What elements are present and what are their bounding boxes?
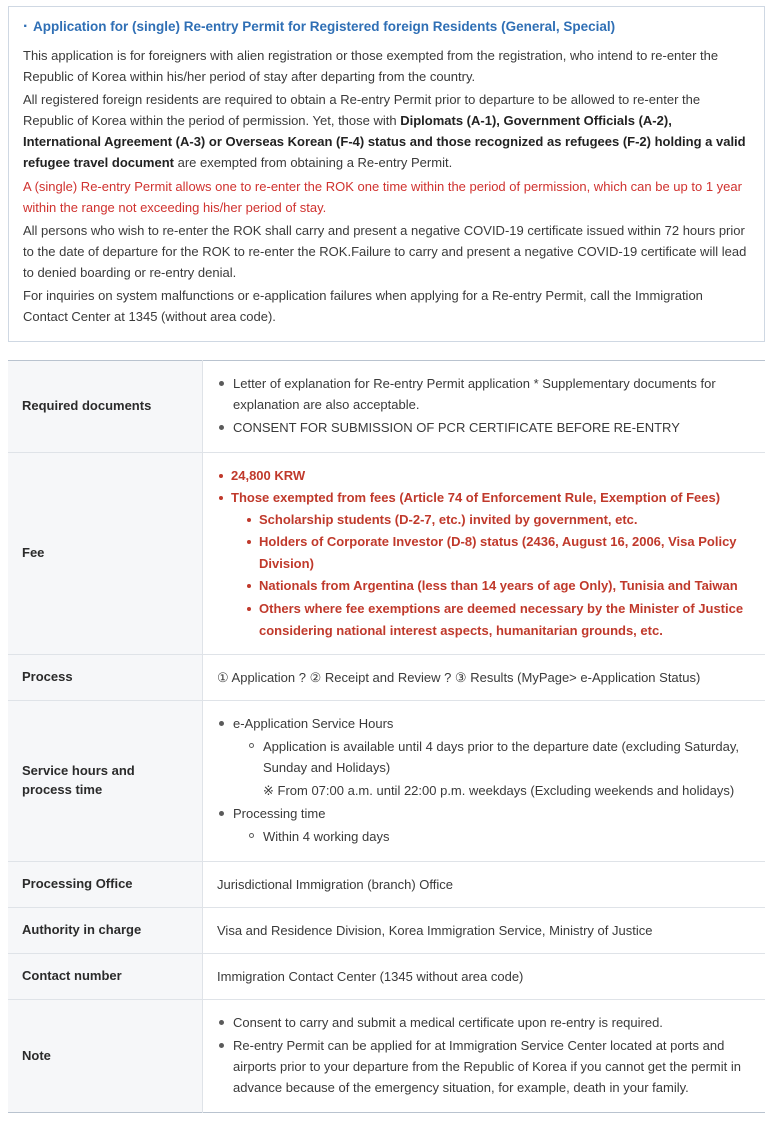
- intro-paragraph-2: [23, 89, 750, 173]
- table-row-required-documents: [8, 360, 765, 452]
- row-label-authority: Authority in charge: [8, 908, 203, 954]
- list-item: Consent to carry and submit a medical certificate upon re-entry is required.: [217, 1012, 751, 1033]
- table-row-processing-office: [8, 862, 765, 908]
- list-item: Nationals from Argentina (less than 14 years of age Only), Tunisia and Taiwan: [245, 575, 751, 597]
- table-row-service-hours: [8, 700, 765, 861]
- processing-time-title: Processing time: [233, 805, 326, 821]
- row-value-note: [203, 1000, 766, 1113]
- note-list: [217, 1012, 751, 1098]
- intro-panel: [8, 6, 765, 342]
- row-value-service-hours: [203, 700, 766, 861]
- list-item: Others where fee exemptions are deemed necessary by the Minister of Justice considering national interest aspects, humanitarian grounds, etc.: [245, 598, 751, 642]
- list-item: Scholarship students (D-2-7, etc.) invited by government, etc.: [245, 509, 751, 531]
- intro-paragraph-1: This application is for foreigners with alien registration or those exempted from the registration, who intend to re-enter the Republic of Korea within his/her period of stay after departing from the country.: [23, 48, 719, 85]
- fee-list: [217, 465, 751, 642]
- intro-paragraph-3-highlight: A (single) Re-entry Permit allows one to re-enter the ROK one time within the period of permission, which can be up to 1 year within the range not exceeding his/her period of stay.: [23, 178, 742, 215]
- row-value-authority: Visa and Residence Division, Korea Immigration Service, Ministry of Justice: [203, 908, 766, 954]
- intro-paragraph-2-part-1: All registered foreign residents are required to obtain a Re-entry Permit prior to departure to be allowed to re-enter the Republic of Korea within the period of permission. Yet, those with: [23, 92, 701, 129]
- table-row-fee: [8, 453, 765, 655]
- page-title: · Application for (single) Re-entry Permit for Registered foreign Residents (General, Special): [23, 17, 750, 37]
- list-item: Re-entry Permit can be applied for at Immigration Service Center located at ports and airports prior to your departure from the Republic of Korea if you cannot get the permit in advance because of the emergency situation, for example, death in your family.: [217, 1035, 751, 1098]
- table-row-authority: [8, 908, 765, 954]
- intro-paragraph-5: For inquiries on system malfunctions or e-application failures when applying for a Re-entry Permit, call the Immigration Contact Center at 1345 (without area code).: [23, 287, 703, 324]
- row-value-contact-number: Immigration Contact Center (1345 without area code): [203, 954, 766, 1000]
- row-value-processing-office: Jurisdictional Immigration (branch) Office: [203, 862, 766, 908]
- list-item: Within 4 working days: [247, 826, 751, 847]
- table-row-process: [8, 654, 765, 700]
- table-row-contact-number: [8, 954, 765, 1000]
- service-hours-list: [217, 713, 751, 847]
- row-label-processing-office: Processing Office: [8, 862, 203, 908]
- row-label-fee: Fee: [8, 453, 203, 655]
- fee-amount: 24,800 KRW: [217, 465, 751, 487]
- processing-time-group: [217, 803, 751, 847]
- section-divider: [8, 342, 765, 360]
- fee-exemption-group: [217, 487, 751, 642]
- row-label-required-documents: Required documents: [8, 360, 203, 452]
- list-item: Letter of explanation for Re-entry Permit application * Supplementary documents for explanation are also acceptable.: [217, 373, 751, 415]
- required-documents-list: [217, 373, 751, 438]
- row-value-required-documents: [203, 360, 766, 452]
- fee-exemption-list: [245, 509, 751, 642]
- fee-exemption-title: Those exempted from fees (Article 74 of Enforcement Rule, Exemption of Fees): [231, 490, 721, 506]
- service-hours-sublist: [247, 736, 751, 778]
- row-value-fee: [203, 453, 766, 655]
- table-row-note: [8, 1000, 765, 1113]
- list-item: Holders of Corporate Investor (D-8) status (2436, August 16, 2006, Visa Policy Division): [245, 531, 751, 575]
- processing-time-sublist: [247, 826, 751, 847]
- intro-paragraph-2-part-3: are exempted from obtaining a Re-entry Permit.: [174, 155, 453, 171]
- service-hours-note: ※ From 07:00 a.m. until 22:00 p.m. weekdays (Excluding weekends and holidays): [263, 782, 735, 798]
- row-label-note: Note: [8, 1000, 203, 1113]
- list-item: Application is available until 4 days prior to the departure date (excluding Saturday, Sunday and Holidays): [247, 736, 751, 778]
- intro-paragraph-2-emphasis: Diplomats (A-1), Government Officials (A-2), International Agreement (A-3) or Overseas Korean (F-4) status and those recognized as refugees (F-2) holding a valid refugee travel document: [23, 113, 746, 171]
- service-hours-group-title: e-Application Service Hours: [233, 715, 394, 731]
- process-steps: ① Application ? ② Receipt and Review ? ③ Results (MyPage> e-Application Status): [217, 669, 701, 685]
- row-label-contact-number: Contact number: [8, 954, 203, 1000]
- row-label-service-hours: Service hours and process time: [8, 700, 203, 861]
- row-value-process: [203, 654, 766, 700]
- row-label-process: Process: [8, 654, 203, 700]
- details-table: [8, 360, 765, 1114]
- list-item: CONSENT FOR SUBMISSION OF PCR CERTIFICATE BEFORE RE-ENTRY: [217, 417, 751, 438]
- service-hours-group: [217, 713, 751, 801]
- intro-paragraph-4: All persons who wish to re-enter the ROK shall carry and present a negative COVID-19 certificate issued within 72 hours prior to the date of departure for the ROK to re-enter the ROK.Failure to carry and present a negative COVID-19 certificate will lead to denied boarding or re-entry denial.: [23, 222, 747, 280]
